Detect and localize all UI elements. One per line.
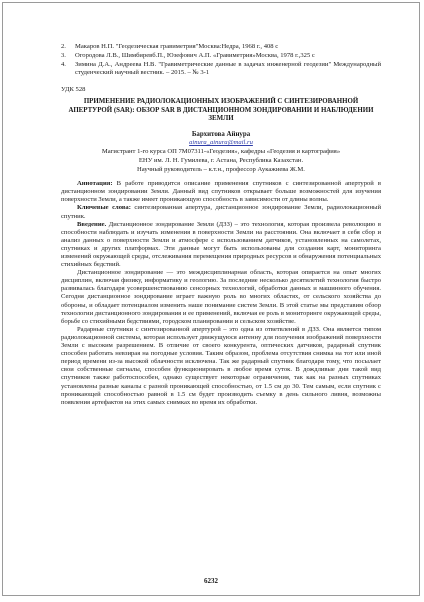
keywords-paragraph — [61, 204, 381, 220]
annotation-paragraph — [61, 180, 381, 204]
author-email-link[interactable]: ainura_ainura@mail.ru — [189, 138, 253, 146]
reference-number: 4. — [61, 61, 66, 69]
introduction-text: Дистанционное зондирование Земли (ДЗЗ) – это технология, которая произвела революцию в способности наблюдать и изучать изменения в поверхности Земли на расстоянии. Она включает в себя сбор и анализ данных о поверхности Земли и атмосфере с использованием датчиков, установленных на самолетах, спутниках и других платформах. Эти данные могут быть использованы для создания карт, мониторинга изменений окружающей среды, отслеживания перемещения природных ресурсов и обнаружения потенциальных стихийных бедствий. — [61, 220, 381, 269]
document-page — [2, 2, 420, 596]
reference-item — [61, 52, 381, 60]
reference-item — [61, 43, 381, 51]
introduction-paragraph — [61, 221, 381, 270]
body-paragraph: Радарные спутники с синтезированной апертурой – это одна из ответвлений в ДЗЗ. Она является типом радиолокационной системы, которая использует движущуюся антенну для получения изображений поверхности Земли с высоким разрешением. В отличие от своего конкурента, оптических датчиков, радарный спутник способен работать невзирая на погодные условия. Таким образом, проблема отсутствия снимка на тот или иной период времени из-за высокой облачности исключена. Так же радарный спутник благодаря тому, что посылает свои собственные сигналы, способен функционировать в любое время суток. В дождливые дни такой вид спутников также работоспособен, однако существует некоторые ограничения, так как на разных спутниках установлены разные каналы с разной проникающей способностью, от 1.5 см до 30. Тем самым, если спутник с проникающей способностью равной в 1.5 см будет производить съемку в день сильного ливня, возможны появления артефактов на этих самых снимках во время их обработки. — [61, 325, 381, 406]
supervisor-line: Научный руководитель – к.т.н., профессор Аукажиева Ж.М. — [137, 166, 305, 174]
annotation-label: Аннотация: — [77, 180, 113, 188]
reference-text: Макаров Н.П. "Геодезическая гравиметрия"Москва:Недра, 1968 г., 408 с — [75, 43, 279, 50]
body-paragraph: Дистанционное зондирование — это междисциплинарная область, которая опирается на опыт многих дисциплин, включая физику, информатику и геологию. За последние несколько десятилетий технология быстро развивалась благодаря усовершенствованию сенсорных технологий, обработки данных и машинного обучения. Сегодня дистанционное зондирование играет важную роль во многих областях, от сельского хозяйства до обороны, и обладает потенциалом изменить наше понимание систем Земли. В этой статье мы представим обзор технологии дистанционного зондирования и ее применений, включая ее роль в мониторинге окружающей среды, борьбе со стихийными бедствиями, городском планировании и сельском хозяйстве. — [61, 269, 381, 325]
author-name: Бархитова Айнура — [191, 130, 251, 138]
affiliation-line-1: Магистрант 1-го курса ОП 7M07311-«Геодезия», кафедры «Геодезия и картография» — [101, 147, 341, 155]
reference-item — [61, 61, 381, 77]
affiliation-line-2: ЕНУ им. Л. Н. Гумилева, г. Астана, Республика Казахстан. — [138, 156, 304, 164]
page-number: 6232 — [204, 577, 218, 585]
reference-text: Огородова Л.В., Шимбиревб.П., Юзефович А.П. «Гравиметрия»Москва, 1978 г.,325 с — [75, 52, 315, 60]
article-title: ПРИМЕНЕНИЕ РАДИОЛОКАЦИОННЫХ ИЗОБРАЖЕНИЙ С СИНТЕЗИРОВАННОЙ АПЕРТУРОЙ (SAR): ОБЗОР SAR В ДИСТАНЦИОННОМ ЗОНДИРОВАНИИ И НАБЛЮДЕНИИ ЗЕМЛИ — [68, 98, 374, 123]
reference-list — [61, 43, 381, 77]
introduction-label: Введение. — [77, 220, 107, 228]
reference-number: 3. — [61, 52, 66, 60]
udk-code: УДК 528 — [61, 86, 86, 94]
keywords-label: Ключевые слова: — [77, 204, 131, 212]
keywords-text: синтезированная апертура, дистанционное зондирование Земли, радиолокационный спутник. — [61, 204, 381, 220]
reference-text: Зимина Д.А., Андреева Н.В. "Гравиметрические данные в задачах инженерной геодезии" Международный студенческий научный вестник. – 2015. – № 3-1 — [75, 61, 381, 77]
page-content — [61, 43, 381, 407]
annotation-text: В работе приводится описание применения спутников с синтезированной апертурой в дистанционном зондировании Земли. Данный вид спутников открывает больше возможностей для изучения поверхности Земли, а также имеет проникающую способность в зависимости от длины волны. — [61, 180, 381, 204]
reference-number: 2. — [61, 43, 66, 50]
